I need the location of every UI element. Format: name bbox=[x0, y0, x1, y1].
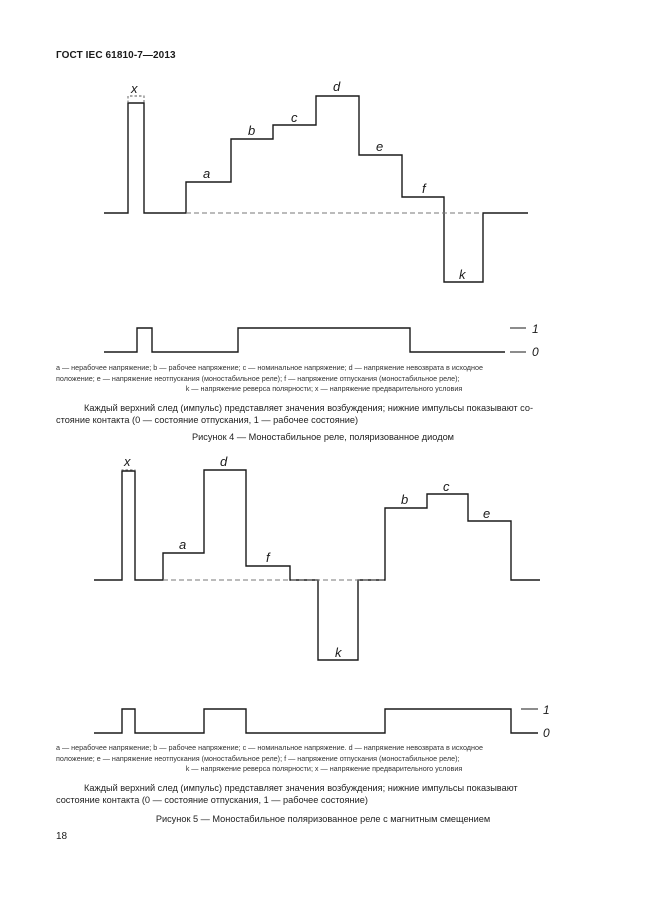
label-b: b bbox=[248, 123, 256, 138]
label-d: d bbox=[333, 79, 341, 94]
figure-4-caption: Рисунок 4 — Моностабильное реле, поляризованное диодом bbox=[191, 432, 454, 442]
label-x: x bbox=[131, 81, 138, 96]
page-number: 18 bbox=[56, 831, 68, 842]
label-c: c bbox=[443, 479, 450, 494]
contact-level-1: 1 bbox=[543, 703, 550, 717]
legend-line: k — напряжение реверса полярности; x — напряжение предварительного условия bbox=[185, 764, 463, 773]
label-k: k bbox=[335, 645, 342, 660]
legend-line: k — напряжение реверса полярности; x — напряжение предварительного условия bbox=[185, 384, 463, 393]
figure-4-legend bbox=[56, 363, 592, 395]
preconditioning-pulse-outline bbox=[128, 96, 144, 103]
label-b: b bbox=[401, 492, 409, 507]
label-x: x bbox=[124, 454, 131, 469]
contact-state-trace bbox=[94, 709, 538, 733]
label-a: a bbox=[179, 537, 187, 552]
label-k: k bbox=[459, 267, 466, 282]
contact-level-1: 1 bbox=[532, 322, 539, 336]
contact-level-0: 0 bbox=[532, 345, 539, 359]
figure-5-caption: Рисунок 5 — Моностабильное поляризованное реле с магнитным смещением bbox=[155, 814, 491, 824]
label-f: f bbox=[266, 550, 270, 565]
note-line: Каждый верхний след (импульс) представляет значения возбуждения; нижние импульсы показывают bbox=[84, 783, 518, 793]
label-d: d bbox=[220, 454, 228, 469]
note-line: стояние контакта (0 — состояние отпускания, 1 — рабочее состояние) bbox=[56, 415, 359, 425]
excitation-trace bbox=[104, 96, 528, 282]
legend-line: положение; e — напряжение неотпускания (моностабильное реле); f — напряжение отпускания (моностабильное реле); bbox=[56, 373, 460, 383]
figure-4-note bbox=[56, 402, 592, 426]
figure-5-legend bbox=[56, 743, 592, 775]
label-a: a bbox=[203, 166, 211, 181]
label-c: c bbox=[291, 110, 298, 125]
label-e: e bbox=[376, 139, 384, 154]
excitation-trace bbox=[94, 470, 540, 660]
figure-5-diagram bbox=[0, 445, 646, 750]
document-header: ГОСТ IEC 61810-7—2013 bbox=[56, 50, 176, 61]
contact-state-trace bbox=[104, 328, 505, 352]
note-line: Каждый верхний след (импульс) представляет значения возбуждения; нижние импульсы показывают со- bbox=[84, 403, 534, 413]
figure-4-diagram bbox=[0, 0, 646, 365]
label-e: e bbox=[483, 506, 491, 521]
label-f: f bbox=[422, 181, 426, 196]
note-line: состояние контакта (0 — состояние отпускания, 1 — рабочее состояние) bbox=[56, 795, 368, 805]
legend-line: a — нерабочее напряжение; b — рабочее напряжение; c — номинальное напряжение. d — напряжение невозврата в исходное bbox=[56, 743, 483, 752]
legend-line: положение; e — напряжение неотпускания (моностабильное реле); f — напряжение отпускания (моностабильное реле); bbox=[56, 753, 460, 763]
figure-5-note bbox=[56, 782, 592, 806]
legend-line: a — нерабочее напряжение; b — рабочее напряжение; c — номинальное напряжение; d — напряжение невозврата в исходное bbox=[56, 363, 483, 372]
contact-level-0: 0 bbox=[543, 726, 550, 740]
